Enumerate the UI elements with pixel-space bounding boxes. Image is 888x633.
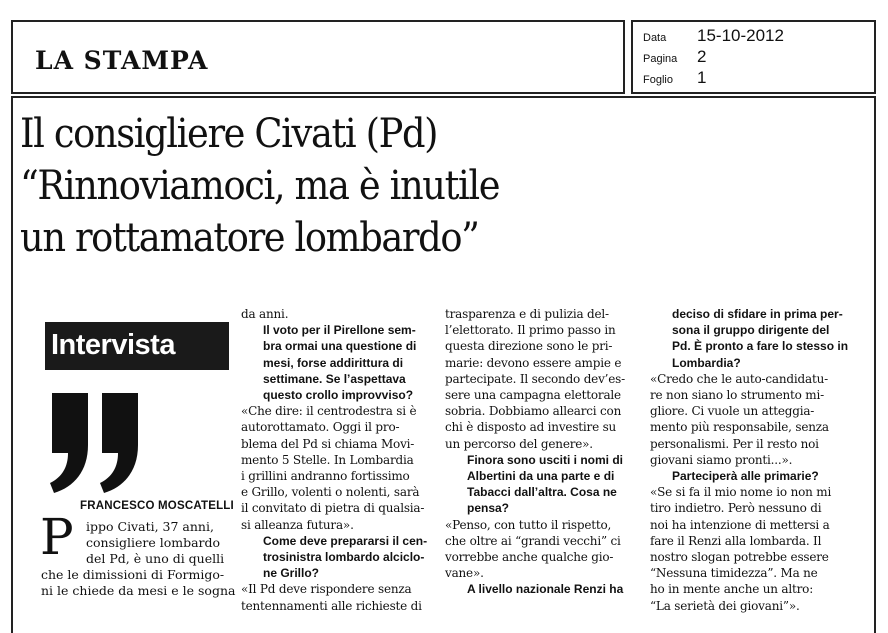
- meta-key: Pagina: [643, 53, 678, 65]
- frame-right-rule: [874, 96, 876, 633]
- lead-line: ippo Civati, 37 anni,: [86, 519, 214, 534]
- meta-key: Data: [643, 32, 667, 44]
- quote-mark-icon: [48, 393, 144, 493]
- answer-line: trasparenza e di pulizia del-: [445, 307, 609, 321]
- masthead-box: [11, 20, 625, 94]
- question-line: Albertini da una parte e di: [467, 469, 615, 484]
- question-line: sona il gruppo dirigente del: [672, 323, 830, 338]
- meta-key: Foglio: [643, 74, 673, 86]
- newspaper-name: LA STAMPA: [35, 46, 209, 75]
- answer-line: «Se si fa il mio nome io non mi: [650, 485, 832, 500]
- answer-line: blema del Pd si chiama Movi-: [241, 436, 415, 451]
- question-line: Pd. È pronto a fare lo stesso in: [672, 339, 849, 354]
- answer-line: marie: devono essere ampie e: [445, 355, 622, 370]
- answer-line: partecipate. Il secondo dev’es-: [445, 371, 625, 386]
- answer-line: mento più responsabile, senza: [650, 420, 829, 435]
- question-line: settimane. Se l’aspettava: [263, 371, 406, 386]
- answer-line: sobria. Dobbiamo allearci con: [445, 404, 622, 419]
- byline: FRANCESCO MOSCATELLI: [80, 500, 234, 512]
- question-line: deciso di sfidare in prima per-: [672, 307, 843, 321]
- question-line: Finora sono usciti i nomi di: [467, 452, 624, 467]
- question-line: A livello nazionale Renzi ha: [467, 582, 624, 597]
- answer-line: che oltre ai “grandi vecchi” ci: [445, 533, 621, 548]
- answer-line: tentennamenti alle richieste di: [241, 598, 422, 613]
- answer-line: autorottamato. Oggi il pro-: [241, 420, 400, 435]
- answer-line: mento 5 Stelle. In Lombardia: [241, 452, 414, 467]
- lead-line: del Pd, è uno di quelli: [86, 551, 225, 566]
- answer-line: nostro slogan potrebbe essere: [650, 550, 829, 565]
- answer-line: sere una campagna elettorale: [445, 388, 621, 403]
- frame-top-rule: [11, 96, 876, 98]
- answer-line: i grillini andranno fortissimo: [241, 469, 410, 484]
- answer-line: «Penso, con tutto il rispetto,: [445, 517, 612, 532]
- answer-line: «Il Pd deve rispondere senza: [241, 582, 412, 597]
- answer-line: giovani siamo pronti...».: [650, 452, 793, 467]
- interview-badge: Intervista: [45, 322, 229, 370]
- lead-line: ni le chiede da mesi e le sogna: [41, 583, 236, 598]
- answer-line: tiro indietro. Però nessuno di: [650, 501, 822, 516]
- question-line: mesi, forse addirittura di: [263, 355, 404, 370]
- answer-line: gliore. Ci vuole un atteggia-: [650, 404, 815, 419]
- metadata-box: [631, 20, 876, 94]
- answer-line: si alleanza futura».: [241, 517, 354, 532]
- question-line: trosinistra lombardo alciclo-: [263, 550, 425, 565]
- headline-line: “Rinnoviamoci, ma è inutile: [20, 163, 500, 209]
- headline-line: un rottamatore lombardo”: [20, 215, 479, 261]
- answer-line: fare il Renzi alla lombarda. Il: [650, 533, 822, 548]
- meta-value: 15-10-2012: [697, 26, 784, 45]
- answer-line: “Nessuna timidezza”. Ma ne: [650, 566, 818, 581]
- answer-line: re non siano lo strumento mi-: [650, 388, 824, 403]
- answer-line: “La serietà dei giovani”».: [650, 598, 800, 613]
- answer-line: da anni.: [241, 307, 289, 321]
- answer-line: ho in mente anche un altro:: [650, 582, 814, 597]
- question-line: Parteciperà alle primarie?: [672, 469, 819, 484]
- article-column-3: [650, 306, 848, 614]
- article-column-1: [241, 306, 427, 614]
- question-line: Lombardia?: [672, 355, 741, 370]
- article-column-2: [445, 306, 625, 598]
- question-line: bra ormai una questione di: [263, 339, 417, 354]
- question-line: pensa?: [467, 501, 510, 516]
- question-line: ne Grillo?: [263, 566, 320, 581]
- answer-line: questa direzione sono le pri-: [445, 339, 613, 354]
- answer-line: un percorso del genere».: [445, 436, 593, 451]
- question-line: questo crollo improvviso?: [263, 388, 414, 403]
- answer-line: l’elettorato. Il primo passo in: [445, 323, 616, 338]
- lead-line: che le dimissioni di Formigo-: [41, 567, 225, 582]
- lead-line: consigliere lombardo: [86, 535, 221, 550]
- answer-line: il convitato di pietra di qualsia-: [241, 501, 425, 516]
- answer-line: «Che dire: il centrodestra si è: [241, 404, 417, 419]
- answer-line: e Grillo, volenti o nolenti, sarà: [241, 485, 420, 500]
- answer-line: chi è disposto ad investire su: [445, 420, 617, 435]
- answer-line: personalismi. Per il resto noi: [650, 436, 819, 451]
- question-line: Tabacci dall’altra. Cosa ne: [467, 485, 617, 500]
- answer-line: vorrebbe anche qualche gio-: [445, 550, 614, 565]
- meta-value: 2: [697, 47, 707, 66]
- answer-line: «Credo che le auto-candidatu-: [650, 371, 828, 386]
- drop-cap: P: [40, 508, 74, 566]
- question-line: Il voto per il Pirellone sem-: [263, 323, 416, 338]
- answer-line: vane».: [445, 566, 484, 581]
- frame-left-rule: [11, 96, 13, 633]
- headline-line: Il consigliere Civati (Pd): [20, 111, 438, 157]
- question-line: Come deve prepararsi il cen-: [263, 533, 428, 548]
- answer-line: noi ha intenzione di mettersi a: [650, 517, 830, 532]
- meta-value: 1: [697, 68, 707, 87]
- article-headline: [20, 108, 664, 264]
